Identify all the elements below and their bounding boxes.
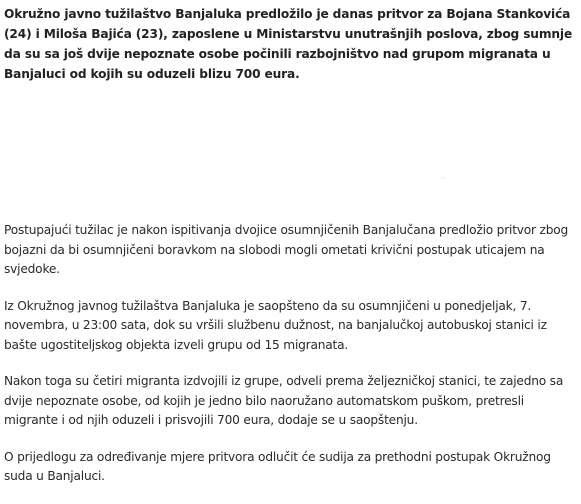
embedded-media-placeholder xyxy=(4,84,578,221)
article-paragraph-2: Iz Okružnog javnog tužilaštva Banjaluka je saopšteno da su osumnjičeni u ponedjeljak, 7. novembra, u 23:00 sata, dok su vršili službenu dužnost, na banjalučkoj autobuskoj stanici iz bašte ugostiteljskog objekta izveli grupu od 15 migranata. xyxy=(4,298,547,352)
media-artifact xyxy=(441,177,445,179)
article-paragraph-3: Nakon toga su četiri migranta izdvojili iz grupe, odveli prema željezničkoj stanici, te zajedno sa dvije nepoznate osobe, od kojih je jedno bilo naoružano automatskom puškom, pretresli migrante i od njih oduzeli i prisvojili 700 eura, dodaje se u saopštenju. xyxy=(4,374,564,427)
article-body xyxy=(4,0,578,504)
article-lead: Okružno javno tužilaštvo Banjaluka predložilo je danas pritvor za Bojana Stankovića (24) i Miloša Bajića (23), zaposlene u Ministarstvu unutrašnjih poslova, zbog sumnje da su sa još dvije nepoznate osobe počinili razbojništvo nad grupom migranata u Banjaluci od kojih su oduzeli blizu 700 eura. xyxy=(4,7,573,81)
article-paragraph-1: Postupajući tužilac je nakon ispitivanja dvojice osumnjičenih Banjalučana predložio pritvor zbog bojazni da bi osumnjičeni boravkom na slobodi mogli ometati krivični postupak uticajem na svjedoke. xyxy=(4,223,569,276)
article-paragraph-4: O prijedlogu za određivanje mjere pritvora odlučit će sudija za prethodni postupak Okružnog suda u Banjaluci. xyxy=(4,449,551,483)
